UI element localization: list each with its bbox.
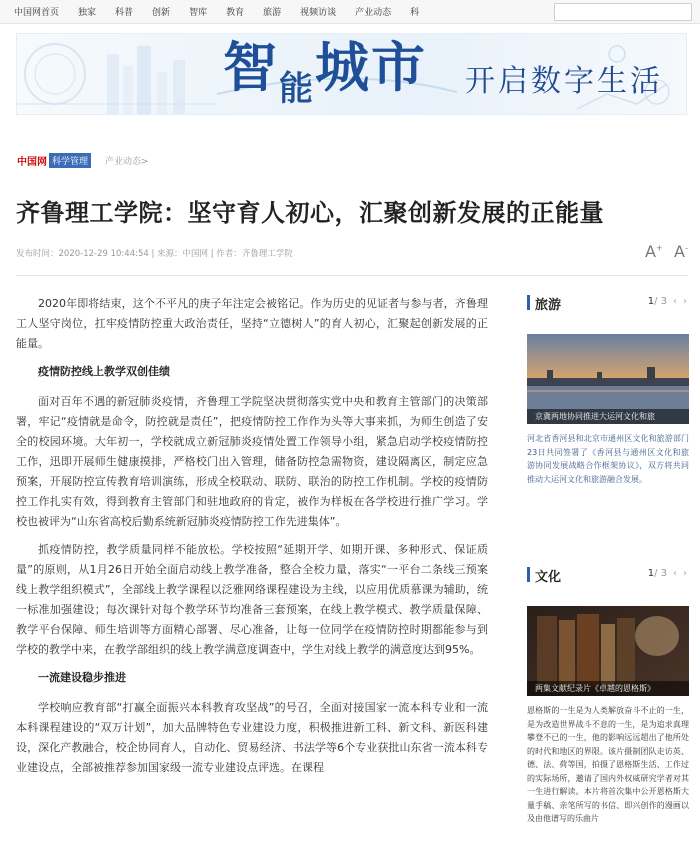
sidebar-travel — [527, 294, 689, 484]
accent-bar — [527, 567, 530, 582]
nav-item[interactable]: 中国网首页 — [14, 8, 60, 18]
image-caption: 京冀两地协同推进大运河文化和旅 — [527, 409, 689, 424]
prev-icon[interactable]: ‹ — [673, 568, 677, 579]
sidebar-title: 文化 — [535, 570, 562, 585]
site-logo[interactable]: 中国网 — [17, 157, 47, 168]
paragraph: 抓疫情防控，教学质量同样不能放松。学校按照“延期开学、如期开课、多种形式、保证质量”的原则，从1月26日开始全面启动线上教学准备，整合全校力量，落实“一平台二条线三预案线上教学组织模式”，全部线上教学课程以泛雅网络课程建设为主线，以应用优质慕课为辅助，统一标准加强建设；每次课针对每个教学环节均准备三套预案，在线上教学模式、教学质量保障、教学平台保障、师生培训等方面精心部署、尽心准备，让每一位同学在疫情防控时期都能参与到学校的教学中来，在教学部组织的线上教学满意度调查中，学生对线上教学的满意度达到95%。 — [16, 543, 488, 656]
article-title: 齐鲁理工学院：坚守育人初心，汇聚创新发展的正能量 — [16, 199, 604, 227]
image-caption: 两集文献纪录片《卓越的恩格斯》 — [527, 681, 689, 696]
prev-icon[interactable]: ‹ — [673, 296, 677, 307]
pager: 1/ 3 ‹ › — [647, 296, 687, 307]
paragraph: 面对百年不遇的新冠肺炎疫情，齐鲁理工学院坚决贯彻落实党中央和教育主管部门的决策部署，牢记“疫情就是命令，防控就是责任”，把疫情防控工作作为头等大事来抓，为师生创造了安全的校园环境。大年初一，学校就成立新冠肺炎疫情处置工作领导小组，紧急启动学校疫情防控工作，迅即开展师生健康摸排，严格校门出入管理，储备防控急需物资，建设隔离区，制定应急预案，开展防控宣传教育培训演练，形成全校联动、联防、联治的防控工作机制。学校的疫情防控工作扎实有效，得到教育主管部门和驻地政府的肯定，被作为样板在各学校进行推广学习。学校也被评为“山东省高校后勤系统新冠肺炎疫情防控工作先进集体”。 — [16, 395, 488, 528]
nav-item[interactable]: 视频访谈 — [300, 8, 337, 18]
culture-image[interactable] — [527, 606, 689, 696]
banner[interactable] — [16, 33, 687, 115]
top-nav — [0, 0, 700, 24]
article-body — [16, 294, 488, 786]
banner-subtitle: 开启数字生活 — [465, 64, 663, 99]
nav-item[interactable]: 科 — [410, 8, 420, 18]
font-increase-button[interactable]: A+ — [645, 242, 663, 261]
divider — [16, 275, 688, 276]
next-icon[interactable]: › — [683, 568, 687, 579]
banner-title: 智$_能$城市 — [223, 35, 427, 109]
sidebar-culture — [527, 566, 689, 823]
travel-desc[interactable]: 河北省香河县和北京市通州区文化和旅游部门23日共同签署了《香河县与通州区文化和旅游协同发展战略合作框架协议》，双方将共同推动大运河文化和旅游融合发展。 — [527, 434, 689, 484]
section-heading: 一流建设稳步推进 — [38, 671, 126, 684]
nav-item[interactable]: 旅游 — [263, 8, 282, 18]
search-input[interactable] — [554, 3, 692, 21]
travel-image[interactable] — [527, 334, 689, 424]
nav-item[interactable]: 产业动态 — [355, 8, 392, 18]
font-decrease-button[interactable]: A- — [674, 242, 688, 261]
sidebar-header — [527, 566, 689, 584]
paragraph: 学校响应教育部“打赢全面振兴本科教育攻坚战”的号召，全面对接国家一流本科专业和一流本科课程建设的“双万计划”，加大品牌特色专业建设力度，积极推进新工科、新文科、新医科建设，深化产教融合，校企协同育人，自动化、贸易经济、书法学等6个专业获批山东省一流本科专业建设点，全部被推荐参加国家级一流专业建设点评选。在课程 — [16, 701, 488, 774]
section-heading: 疫情防控线上教学双创佳绩 — [38, 365, 170, 378]
pager: 1/ 3 ‹ › — [647, 568, 687, 579]
nav-items — [14, 5, 438, 18]
section-tag[interactable]: 科学管理 — [49, 153, 91, 168]
nav-item[interactable]: 科普 — [115, 8, 134, 18]
breadcrumb — [17, 153, 149, 168]
accent-bar — [527, 295, 530, 310]
nav-item[interactable]: 智库 — [189, 8, 208, 18]
sidebar-header — [527, 294, 689, 312]
nav-item[interactable]: 创新 — [152, 8, 171, 18]
nav-item[interactable]: 独家 — [78, 8, 97, 18]
article-meta: 发布时间：2020-12-29 10:44:54 | 来源：中国网 | 作者：齐鲁理工学院 — [16, 249, 293, 259]
next-icon[interactable]: › — [683, 296, 687, 307]
sidebar-title: 旅游 — [535, 298, 562, 313]
breadcrumb-sub[interactable]: 产业动态> — [105, 157, 149, 167]
culture-desc[interactable]: 恩格斯的一生是为人类解放奋斗不止的一生，是为改造世界战斗不息的一生，是为追求真理攀登不已的一生，他的影响远远超出了他所处的时代和地区的界限。该片摄制团队走访英、德、法、荷等国，拍摄了恩格斯生活、工作过的实际场所，邀请了国内外权威研究学者对其一生进行解读。本片将首次集中公开恩格斯大量手稿、亲笔所写的书信、即兴创作的漫画以及由他谱写的乐曲片 — [527, 706, 689, 823]
paragraph: 2020年即将结束，这个不平凡的庚子年注定会被铭记。作为历史的见证者与参与者，齐鲁理工人坚守岗位，扛牢疫情防控重大政治责任，坚持“立德树人”的育人初心，汇聚起创新发展的正能量。 — [16, 297, 488, 350]
nav-item[interactable]: 教育 — [226, 8, 245, 18]
